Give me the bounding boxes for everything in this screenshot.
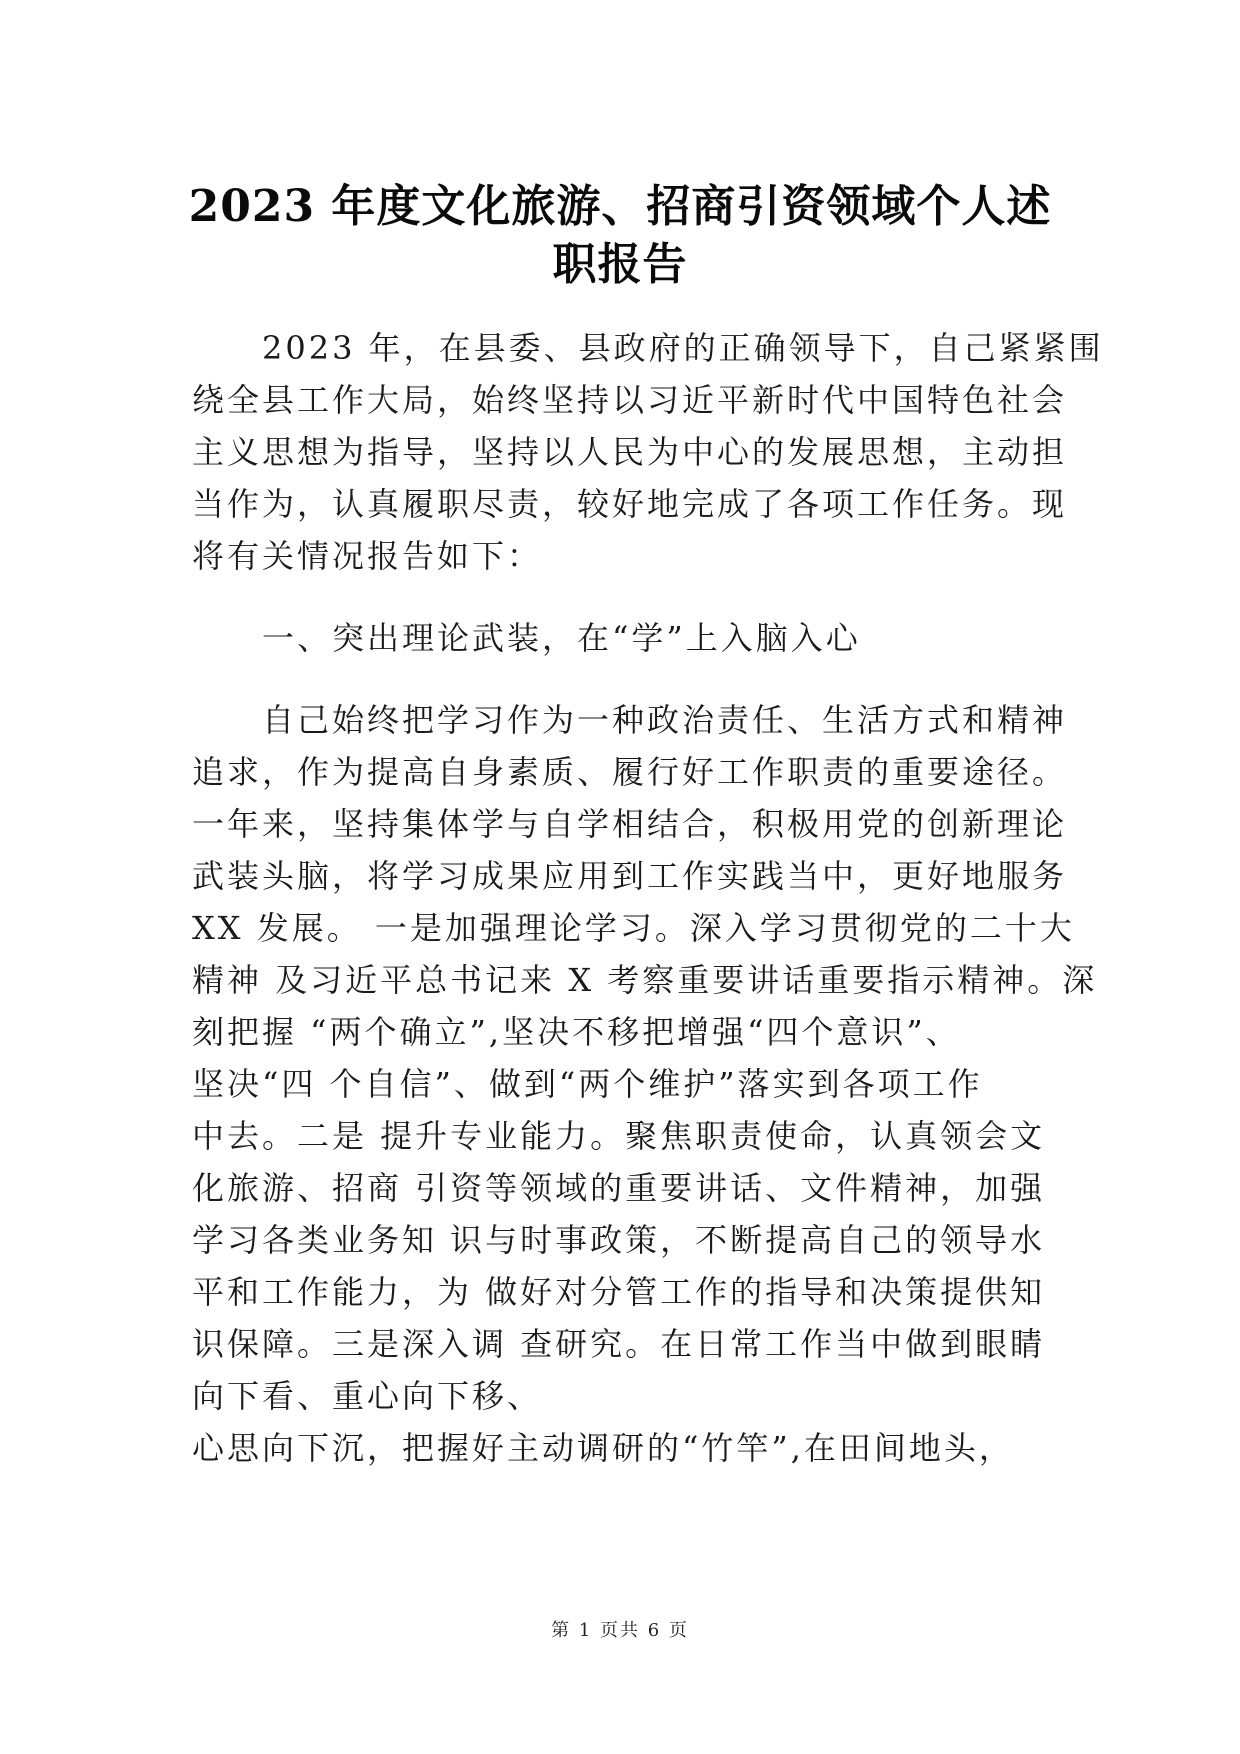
text-line: 坚决“四 个自信”、做到“两个维护”落实到各项工作: [192, 1065, 983, 1103]
text-line: 中去。二是 提升专业能力。聚焦职责使命，认真领会文: [192, 1117, 1046, 1155]
text-line: 学习各类业务知 识与时事政策，不断提高自己的领导水: [192, 1221, 1046, 1259]
title-line: 2023 年度文化旅游、招商引资领域个人述: [188, 181, 1052, 232]
text-line: XX 发展。 一是加强理论学习。深入学习贯彻党的二十大: [192, 909, 1075, 947]
text-line: 自己始终把学习作为一种政治责任、生活方式和精神: [192, 701, 1068, 739]
paragraph-study: [192, 694, 1098, 1474]
paragraph-intro: [192, 322, 1104, 582]
text-line: 精神 及习近平总书记来 X 考察重要讲话重要指示精神。深: [192, 961, 1098, 999]
document-title: [170, 178, 1070, 294]
document-body: [192, 322, 1104, 1474]
text-line: 化旅游、招商 引资等领域的重要讲话、文件精神，加强: [192, 1169, 1046, 1207]
text-line: 武装头脑，将学习成果应用到工作实践当中，更好地服务: [192, 857, 1068, 895]
text-line: 主义思想为指导，坚持以人民为中心的发展思想，主动担: [192, 433, 1068, 471]
page-footer: 第 1 页共 6 页: [551, 1620, 689, 1641]
title-line: 职报告: [552, 239, 688, 290]
text-line: 2023 年，在县委、县政府的正确领导下，自己紧紧围: [192, 329, 1104, 367]
text-line: 追求，作为提高自身素质、履行好工作职责的重要途径。: [192, 753, 1068, 791]
text-line: 当作为，认真履职尽责，较好地完成了各项工作任务。现: [192, 485, 1068, 523]
text-line: 心思向下沉，把握好主动调研的“竹竿”,在田间地头，: [192, 1429, 1014, 1467]
text-line: 绕全县工作大局，始终坚持以习近平新时代中国特色社会: [192, 381, 1068, 419]
text-line: 识保障。三是深入调 查研究。在日常工作当中做到眼睛: [192, 1325, 1046, 1363]
text-line: 平和工作能力，为 做好对分管工作的指导和决策提供知: [192, 1273, 1046, 1311]
text-line: 向下看、重心向下移、: [192, 1377, 543, 1415]
section-heading: [192, 612, 1052, 664]
text-line: 刻把握 “两个确立”,坚决不移把增强“四个意识”、: [192, 1013, 961, 1051]
heading-line: 一、突出理论武装，在“学”上入脑入心: [192, 619, 861, 657]
text-line: 将有关情况报告如下：: [192, 537, 543, 575]
text-line: 一年来，坚持集体学与自学相结合，积极用党的创新理论: [192, 805, 1068, 843]
